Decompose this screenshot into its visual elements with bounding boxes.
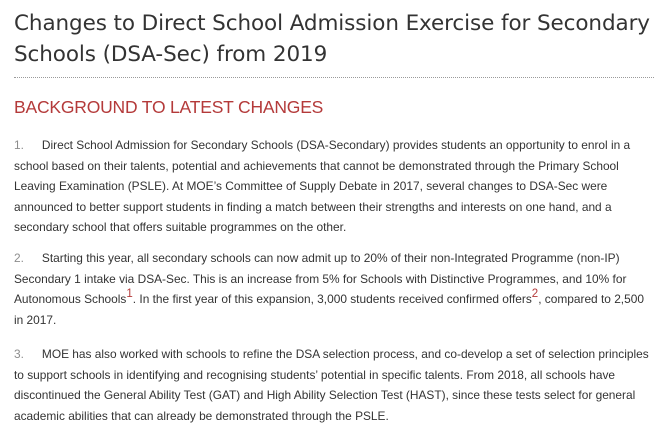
- footnote-link-2[interactable]: 2: [531, 288, 539, 300]
- page-title-line-1: Changes to Direct School Admission Exercise for Secondary: [14, 11, 650, 36]
- paragraph-number: 1.: [14, 138, 24, 152]
- page-title-line-2: Schools (DSA-Sec) from 2019: [14, 42, 328, 67]
- paragraph-number: 2.: [14, 251, 24, 265]
- paragraph-text: Starting this year, all secondary schools can now admit up to 20% of their non-Integrated Programme (non-IP) Secondary 1 intake via DSA-Sec. This is an increase from 5% for Schools with Distinctive Programmes, and 10% for Autonomous Schools: [14, 251, 627, 306]
- paragraph-text: Direct School Admission for Secondary Schools (DSA-Secondary) provides students an opportunity to enrol in a school based on their talents, potential and achievements that cannot be demonstrated through the Primary School Leaving Examination (PSLE). At MOE’s Committee of Supply Debate in 2017, several changes to DSA-Sec were announced to better support students in finding a match between their strengths and interests on one hand, and a secondary school that offers suitable programmes on the other.: [14, 138, 631, 234]
- paragraph-text: . In the first year of this expansion, 3,000 students received confirmed offers: [132, 292, 532, 306]
- page-title: [14, 8, 654, 70]
- paragraph-1: [14, 135, 654, 238]
- paragraph-2: [14, 248, 654, 330]
- paragraph-3: [14, 344, 654, 426]
- paragraph-number: 3.: [14, 347, 24, 361]
- footnote-link-1[interactable]: 1: [126, 288, 133, 300]
- section-heading: BACKGROUND TO LATEST CHANGES: [14, 97, 324, 117]
- title-divider: [14, 77, 654, 78]
- paragraph-text: MOE has also worked with schools to refine the DSA selection process, and co-develop a set of selection principles to support schools in identifying and recognising students’ potential in specific talents. From 2018, all schools have discontinued the General Ability Test (GAT) and High Ability Selection Test (HAST), since these tests select for general academic abilities that can already be demonstrated through the PSLE.: [14, 347, 649, 423]
- paragraph-text: , compared to 2,500 in 2017.: [14, 292, 644, 327]
